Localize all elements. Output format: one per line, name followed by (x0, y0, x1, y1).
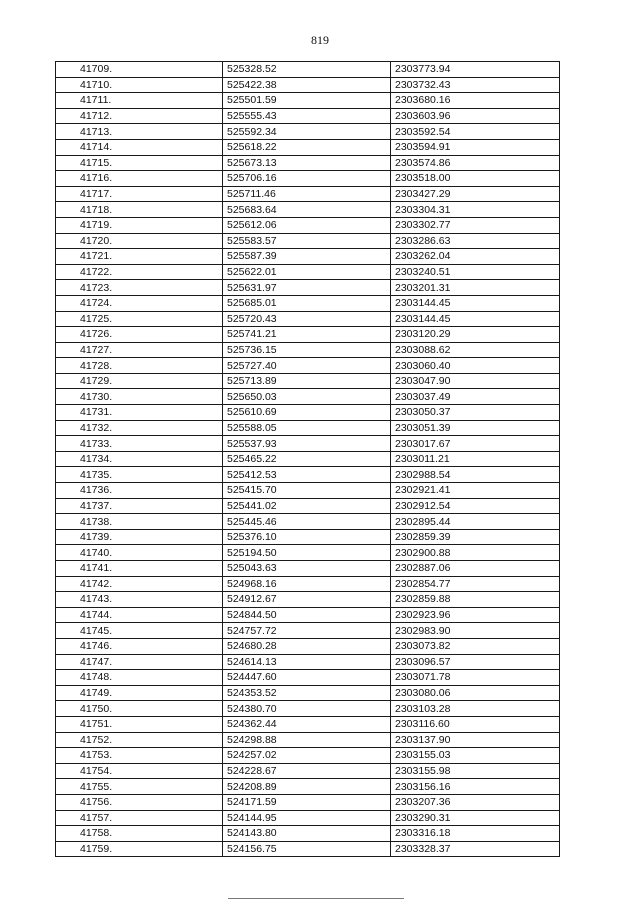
point-number-cell: 41724. (56, 295, 223, 311)
y-coordinate-cell: 2303156.16 (391, 779, 560, 795)
point-number-cell: 41709. (56, 62, 223, 78)
point-number-cell: 41740. (56, 545, 223, 561)
point-number-cell: 41715. (56, 155, 223, 171)
y-coordinate-cell: 2303201.31 (391, 280, 560, 296)
point-number-cell: 41745. (56, 623, 223, 639)
y-coordinate-cell: 2303047.90 (391, 373, 560, 389)
table-row (56, 77, 560, 93)
table-row (56, 748, 560, 764)
table-row (56, 358, 560, 374)
table-row (56, 794, 560, 810)
x-coordinate-cell: 525583.57 (223, 233, 391, 249)
table-row (56, 295, 560, 311)
y-coordinate-cell: 2303155.98 (391, 763, 560, 779)
table-row (56, 467, 560, 483)
y-coordinate-cell: 2303017.67 (391, 436, 560, 452)
x-coordinate-cell: 525465.22 (223, 451, 391, 467)
x-coordinate-cell: 525588.05 (223, 420, 391, 436)
point-number-cell: 41718. (56, 202, 223, 218)
y-coordinate-cell: 2303011.21 (391, 451, 560, 467)
table-row (56, 373, 560, 389)
y-coordinate-cell: 2302859.88 (391, 592, 560, 608)
y-coordinate-cell: 2302895.44 (391, 514, 560, 530)
table-row (56, 529, 560, 545)
y-coordinate-cell: 2303080.06 (391, 685, 560, 701)
table-row (56, 405, 560, 421)
point-number-cell: 41756. (56, 794, 223, 810)
point-number-cell: 41730. (56, 389, 223, 405)
table-row (56, 233, 560, 249)
table-row (56, 670, 560, 686)
x-coordinate-cell: 525711.46 (223, 186, 391, 202)
table-row (56, 779, 560, 795)
table-row (56, 576, 560, 592)
point-number-cell: 41734. (56, 451, 223, 467)
y-coordinate-cell: 2302900.88 (391, 545, 560, 561)
point-number-cell: 41733. (56, 436, 223, 452)
x-coordinate-cell: 525673.13 (223, 155, 391, 171)
point-number-cell: 41719. (56, 217, 223, 233)
x-coordinate-cell: 524912.67 (223, 592, 391, 608)
x-coordinate-cell: 525622.01 (223, 264, 391, 280)
y-coordinate-cell: 2303732.43 (391, 77, 560, 93)
point-number-cell: 41751. (56, 716, 223, 732)
table-row (56, 810, 560, 826)
point-number-cell: 41710. (56, 77, 223, 93)
point-number-cell: 41757. (56, 810, 223, 826)
point-number-cell: 41746. (56, 638, 223, 654)
x-coordinate-cell: 525537.93 (223, 436, 391, 452)
y-coordinate-cell: 2303603.96 (391, 108, 560, 124)
table-row (56, 654, 560, 670)
y-coordinate-cell: 2303103.28 (391, 701, 560, 717)
point-number-cell: 41720. (56, 233, 223, 249)
y-coordinate-cell: 2303155.03 (391, 748, 560, 764)
point-number-cell: 41754. (56, 763, 223, 779)
x-coordinate-cell: 525376.10 (223, 529, 391, 545)
x-coordinate-cell: 525501.59 (223, 93, 391, 109)
point-number-cell: 41727. (56, 342, 223, 358)
x-coordinate-cell: 525555.43 (223, 108, 391, 124)
page-number: 819 (311, 33, 329, 47)
table-row (56, 108, 560, 124)
x-coordinate-cell: 525720.43 (223, 311, 391, 327)
y-coordinate-cell: 2303594.91 (391, 139, 560, 155)
x-coordinate-cell: 525727.40 (223, 358, 391, 374)
y-coordinate-cell: 2303328.37 (391, 841, 560, 857)
table-row (56, 217, 560, 233)
point-number-cell: 41747. (56, 654, 223, 670)
table-row (56, 498, 560, 514)
point-number-cell: 41736. (56, 483, 223, 499)
table-row (56, 186, 560, 202)
table-row (56, 732, 560, 748)
y-coordinate-cell: 2303427.29 (391, 186, 560, 202)
point-number-cell: 41750. (56, 701, 223, 717)
y-coordinate-cell: 2303207.36 (391, 794, 560, 810)
x-coordinate-cell: 525736.15 (223, 342, 391, 358)
x-coordinate-cell: 525587.39 (223, 249, 391, 265)
y-coordinate-cell: 2302887.06 (391, 561, 560, 577)
table-row (56, 93, 560, 109)
x-coordinate-cell: 524208.89 (223, 779, 391, 795)
point-number-cell: 41752. (56, 732, 223, 748)
y-coordinate-cell: 2303037.49 (391, 389, 560, 405)
y-coordinate-cell: 2303304.31 (391, 202, 560, 218)
table-row (56, 623, 560, 639)
x-coordinate-cell: 525713.89 (223, 373, 391, 389)
y-coordinate-cell: 2303680.16 (391, 93, 560, 109)
point-number-cell: 41749. (56, 685, 223, 701)
y-coordinate-cell: 2303262.04 (391, 249, 560, 265)
table-row (56, 436, 560, 452)
y-coordinate-cell: 2302921.41 (391, 483, 560, 499)
x-coordinate-cell: 524228.67 (223, 763, 391, 779)
y-coordinate-cell: 2302923.96 (391, 607, 560, 623)
table-row (56, 280, 560, 296)
y-coordinate-cell: 2303073.82 (391, 638, 560, 654)
x-coordinate-cell: 524447.60 (223, 670, 391, 686)
y-coordinate-cell: 2302988.54 (391, 467, 560, 483)
point-number-cell: 41741. (56, 561, 223, 577)
point-number-cell: 41722. (56, 264, 223, 280)
y-coordinate-cell: 2303518.00 (391, 171, 560, 187)
x-coordinate-cell: 525043.63 (223, 561, 391, 577)
x-coordinate-cell: 524257.02 (223, 748, 391, 764)
point-number-cell: 41728. (56, 358, 223, 374)
y-coordinate-cell: 2303120.29 (391, 327, 560, 343)
point-number-cell: 41726. (56, 327, 223, 343)
y-coordinate-cell: 2303050.37 (391, 405, 560, 421)
y-coordinate-cell: 2303060.40 (391, 358, 560, 374)
table-row (56, 685, 560, 701)
y-coordinate-cell: 2303286.63 (391, 233, 560, 249)
y-coordinate-cell: 2303302.77 (391, 217, 560, 233)
x-coordinate-cell: 525422.38 (223, 77, 391, 93)
point-number-cell: 41737. (56, 498, 223, 514)
point-number-cell: 41714. (56, 139, 223, 155)
coordinates-table-body (56, 62, 560, 857)
point-number-cell: 41716. (56, 171, 223, 187)
point-number-cell: 41743. (56, 592, 223, 608)
point-number-cell: 41759. (56, 841, 223, 857)
coordinates-table (55, 61, 560, 857)
table-row (56, 311, 560, 327)
table-row (56, 826, 560, 842)
table-row (56, 155, 560, 171)
table-row (56, 763, 560, 779)
y-coordinate-cell: 2302854.77 (391, 576, 560, 592)
point-number-cell: 41753. (56, 748, 223, 764)
point-number-cell: 41725. (56, 311, 223, 327)
y-coordinate-cell: 2303088.62 (391, 342, 560, 358)
y-coordinate-cell: 2303773.94 (391, 62, 560, 78)
table-row (56, 592, 560, 608)
x-coordinate-cell: 524757.72 (223, 623, 391, 639)
point-number-cell: 41721. (56, 249, 223, 265)
x-coordinate-cell: 525685.01 (223, 295, 391, 311)
point-number-cell: 41713. (56, 124, 223, 140)
x-coordinate-cell: 524362.44 (223, 716, 391, 732)
x-coordinate-cell: 525445.46 (223, 514, 391, 530)
y-coordinate-cell: 2303051.39 (391, 420, 560, 436)
point-number-cell: 41717. (56, 186, 223, 202)
point-number-cell: 41744. (56, 607, 223, 623)
x-coordinate-cell: 525706.16 (223, 171, 391, 187)
y-coordinate-cell: 2302983.90 (391, 623, 560, 639)
table-row (56, 264, 560, 280)
x-coordinate-cell: 524353.52 (223, 685, 391, 701)
table-row (56, 124, 560, 140)
point-number-cell: 41735. (56, 467, 223, 483)
x-coordinate-cell: 525741.21 (223, 327, 391, 343)
table-row (56, 249, 560, 265)
point-number-cell: 41732. (56, 420, 223, 436)
point-number-cell: 41758. (56, 826, 223, 842)
x-coordinate-cell: 525592.34 (223, 124, 391, 140)
x-coordinate-cell: 524380.70 (223, 701, 391, 717)
x-coordinate-cell: 525194.50 (223, 545, 391, 561)
table-row (56, 841, 560, 857)
table-row (56, 638, 560, 654)
table-row (56, 342, 560, 358)
point-number-cell: 41739. (56, 529, 223, 545)
x-coordinate-cell: 525415.70 (223, 483, 391, 499)
y-coordinate-cell: 2302859.39 (391, 529, 560, 545)
y-coordinate-cell: 2303144.45 (391, 295, 560, 311)
x-coordinate-cell: 524156.75 (223, 841, 391, 857)
y-coordinate-cell: 2303592.54 (391, 124, 560, 140)
x-coordinate-cell: 525683.64 (223, 202, 391, 218)
table-row (56, 483, 560, 499)
table-row (56, 139, 560, 155)
y-coordinate-cell: 2303574.86 (391, 155, 560, 171)
y-coordinate-cell: 2303137.90 (391, 732, 560, 748)
y-coordinate-cell: 2303316.18 (391, 826, 560, 842)
table-row (56, 451, 560, 467)
x-coordinate-cell: 524968.16 (223, 576, 391, 592)
x-coordinate-cell: 524298.88 (223, 732, 391, 748)
point-number-cell: 41729. (56, 373, 223, 389)
table-row (56, 202, 560, 218)
point-number-cell: 41711. (56, 93, 223, 109)
y-coordinate-cell: 2302912.54 (391, 498, 560, 514)
y-coordinate-cell: 2303240.51 (391, 264, 560, 280)
table-row (56, 545, 560, 561)
table-row (56, 171, 560, 187)
point-number-cell: 41731. (56, 405, 223, 421)
point-number-cell: 41723. (56, 280, 223, 296)
table-row (56, 561, 560, 577)
table-row (56, 389, 560, 405)
y-coordinate-cell: 2303290.31 (391, 810, 560, 826)
x-coordinate-cell: 524171.59 (223, 794, 391, 810)
table-row (56, 420, 560, 436)
table-row (56, 607, 560, 623)
x-coordinate-cell: 525328.52 (223, 62, 391, 78)
y-coordinate-cell: 2303071.78 (391, 670, 560, 686)
x-coordinate-cell: 524614.13 (223, 654, 391, 670)
y-coordinate-cell: 2303116.60 (391, 716, 560, 732)
x-coordinate-cell: 525610.69 (223, 405, 391, 421)
table-row (56, 62, 560, 78)
point-number-cell: 41742. (56, 576, 223, 592)
point-number-cell: 41738. (56, 514, 223, 530)
point-number-cell: 41755. (56, 779, 223, 795)
x-coordinate-cell: 524143.80 (223, 826, 391, 842)
x-coordinate-cell: 525441.02 (223, 498, 391, 514)
table-row (56, 716, 560, 732)
x-coordinate-cell: 525631.97 (223, 280, 391, 296)
table-row (56, 514, 560, 530)
point-number-cell: 41748. (56, 670, 223, 686)
x-coordinate-cell: 524144.95 (223, 810, 391, 826)
point-number-cell: 41712. (56, 108, 223, 124)
x-coordinate-cell: 525612.06 (223, 217, 391, 233)
x-coordinate-cell: 524680.28 (223, 638, 391, 654)
x-coordinate-cell: 525618.22 (223, 139, 391, 155)
x-coordinate-cell: 524844.50 (223, 607, 391, 623)
x-coordinate-cell: 525412.53 (223, 467, 391, 483)
table-row (56, 701, 560, 717)
table-row (56, 327, 560, 343)
y-coordinate-cell: 2303144.45 (391, 311, 560, 327)
y-coordinate-cell: 2303096.57 (391, 654, 560, 670)
x-coordinate-cell: 525650.03 (223, 389, 391, 405)
footer-rule (228, 898, 404, 899)
